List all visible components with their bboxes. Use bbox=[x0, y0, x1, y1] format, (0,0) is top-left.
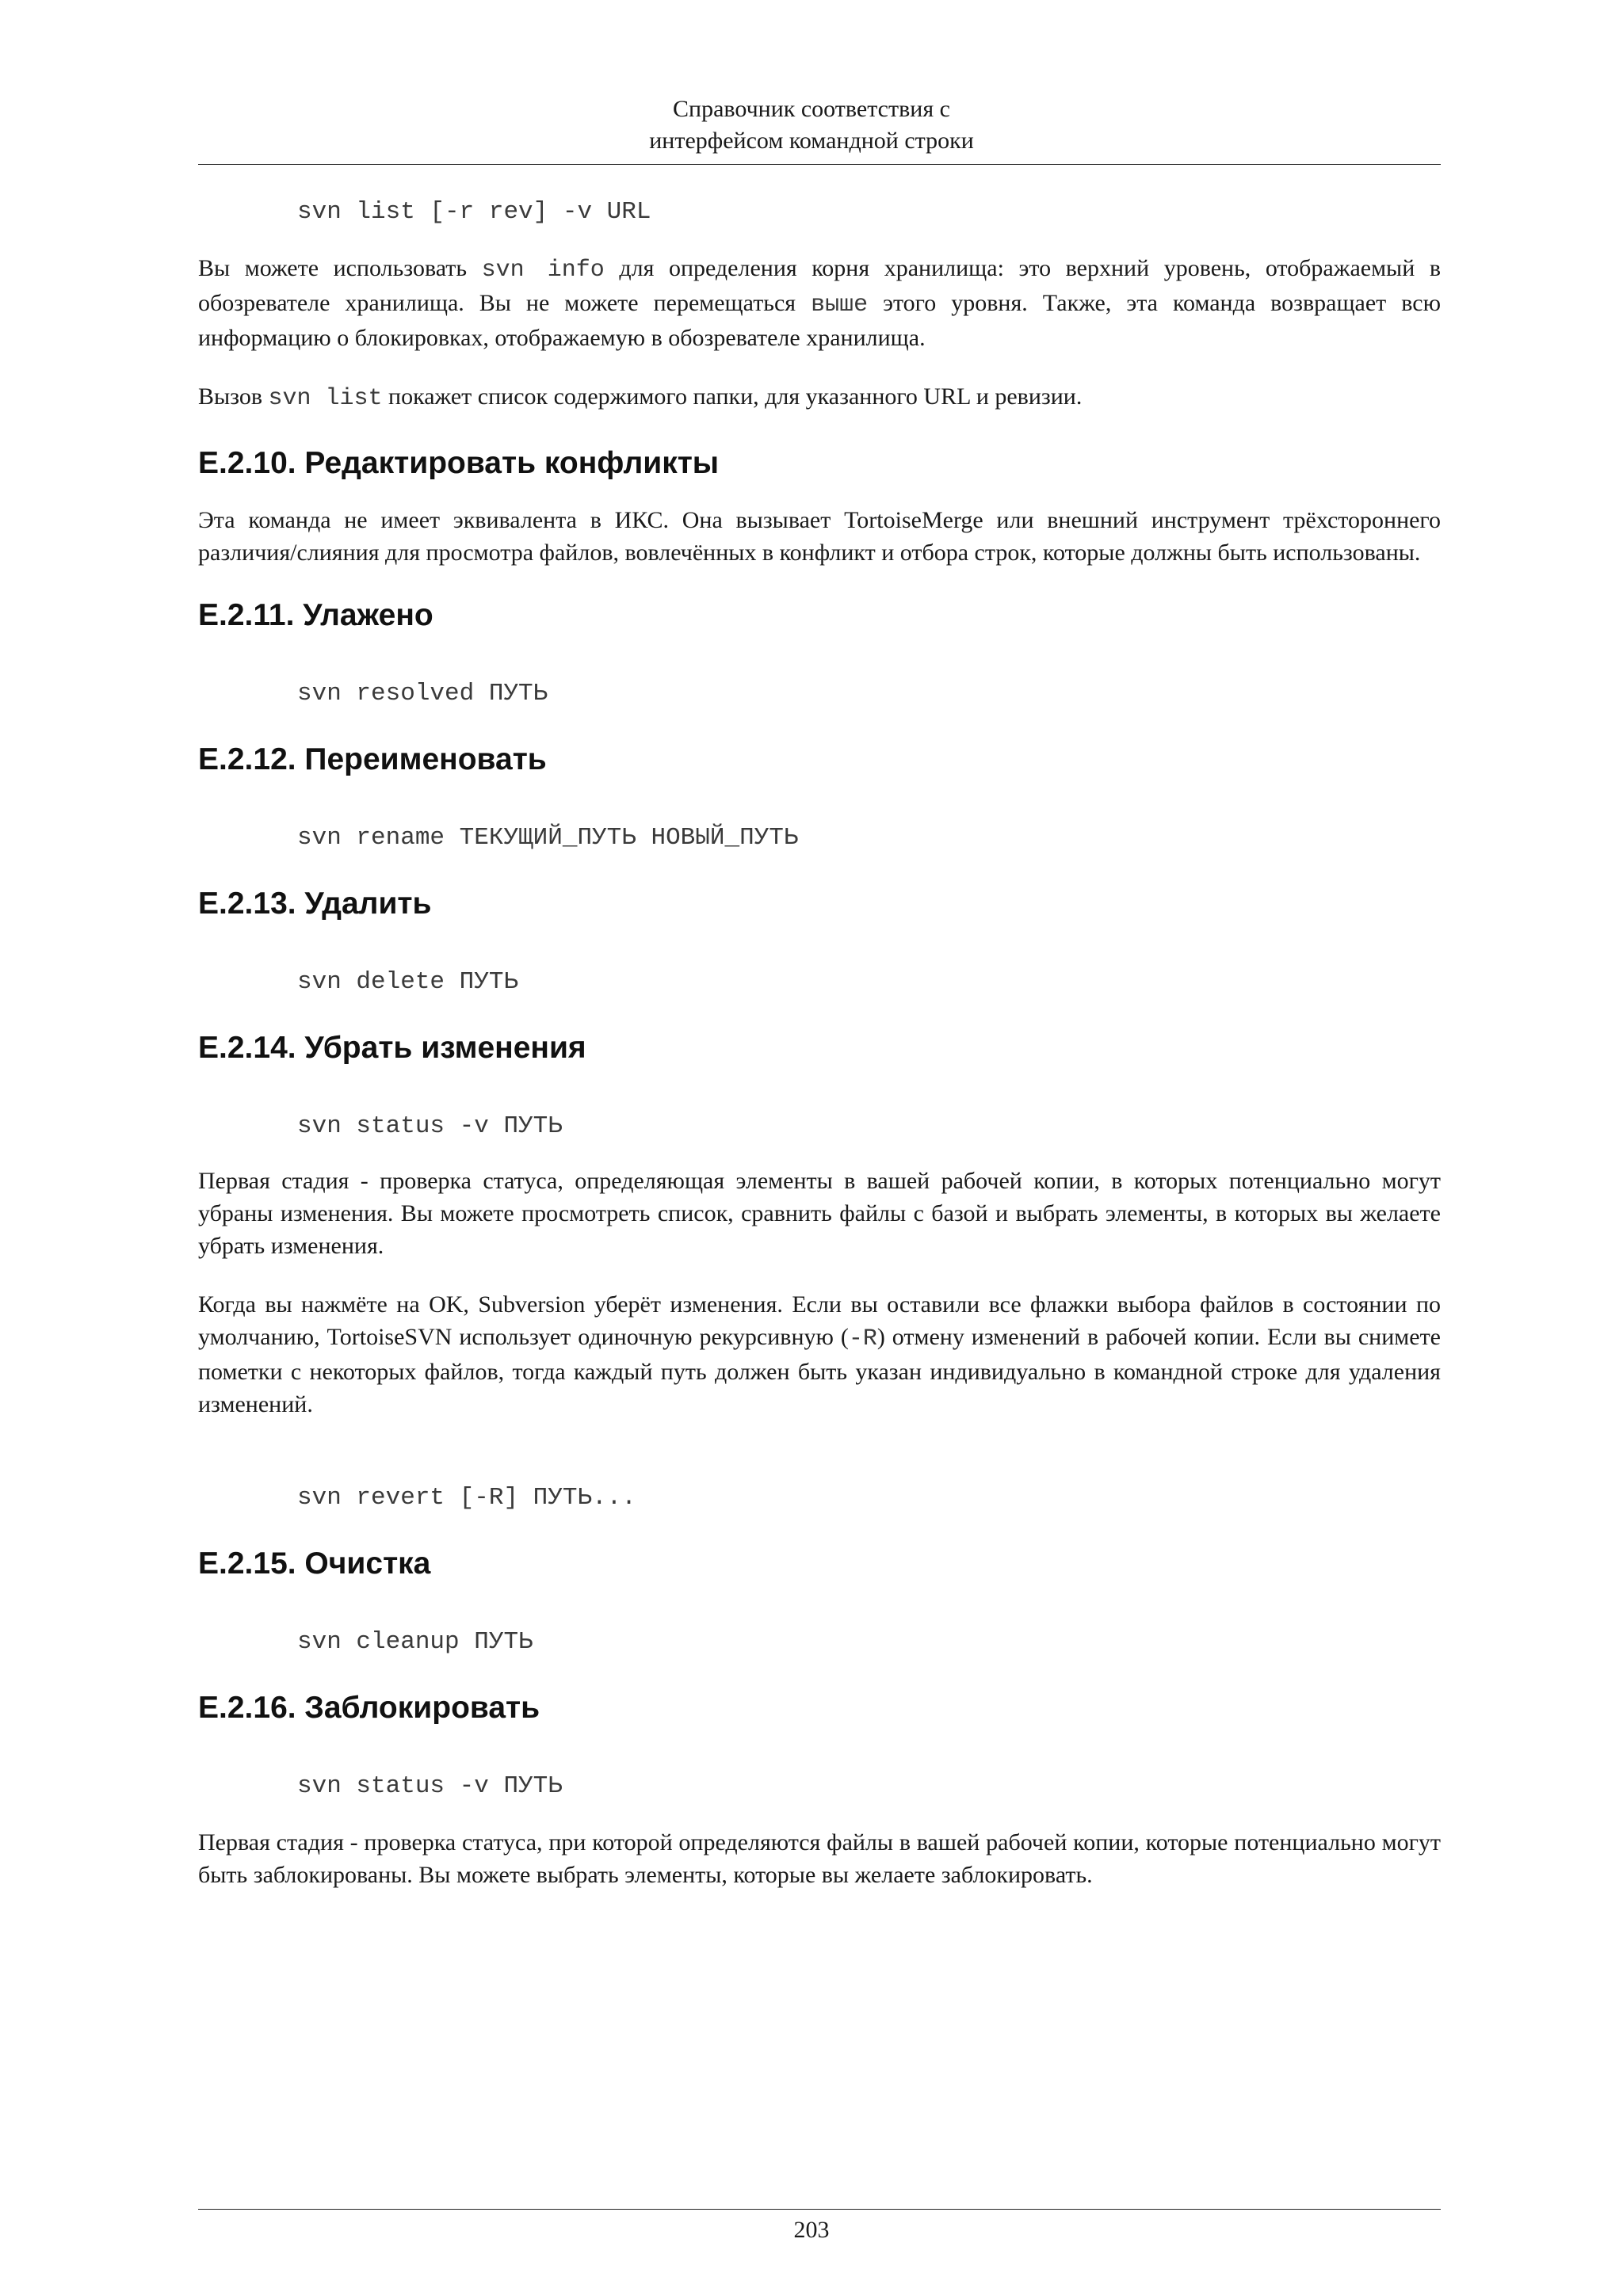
header-rule bbox=[198, 164, 1441, 165]
inline-code-above: выше bbox=[811, 292, 869, 318]
paragraph-svn-list bbox=[198, 380, 1441, 415]
section-heading-e-2-12: E.2.12. Переименовать bbox=[198, 742, 547, 776]
inline-code-svn-list: svn list bbox=[268, 385, 383, 412]
code-svn-resolved: svn resolved ПУТЬ bbox=[297, 680, 548, 707]
code-svn-list: svn list [-r rev] -v URL bbox=[297, 198, 651, 226]
code-svn-cleanup: svn cleanup ПУТЬ bbox=[297, 1628, 533, 1656]
running-header-line-1: Справочник соответствия с bbox=[673, 96, 950, 122]
footer-rule bbox=[198, 2209, 1441, 2210]
code-svn-rename: svn rename ТЕКУЩИЙ_ПУТЬ НОВЫЙ_ПУТЬ bbox=[297, 824, 799, 852]
text-segment: Когда вы нажмёте на OK, Subversion уберёт изменения. Если вы оставили все флажки выбора файлов в состоянии по умолчанию, TortoiseSVN использует одиночную рекурсивную ( bbox=[198, 1291, 1441, 1350]
inline-code-svn-info: svn info bbox=[481, 257, 605, 284]
text-segment: этого уровня. Также, эта команда возвращает всю информацию о блокировках, отображаемую в обозревателе хранилища. bbox=[198, 290, 1441, 351]
section-heading-e-2-15: E.2.15. Очистка bbox=[198, 1547, 431, 1581]
text-segment: Вы можете использовать bbox=[198, 255, 482, 281]
text-segment: ) отмену изменений в рабочей копии. Если вы снимете пометки с некоторых файлов, тогда каждый путь должен быть указан индивидуально в командной строке для удаления изменений. bbox=[198, 1324, 1441, 1417]
code-svn-status-revert: svn status -v ПУТЬ bbox=[297, 1112, 563, 1140]
page-number: 203 bbox=[793, 2217, 830, 2243]
code-svn-revert: svn revert [-R] ПУТЬ... bbox=[297, 1484, 636, 1512]
paragraph-svn-info bbox=[198, 252, 1441, 354]
running-header bbox=[0, 93, 1623, 157]
page-body bbox=[198, 196, 1441, 1891]
section-heading-e-2-10: E.2.10. Редактировать конфликты bbox=[198, 446, 720, 480]
paragraph-revert-ok bbox=[198, 1288, 1441, 1421]
code-svn-delete: svn delete ПУТЬ bbox=[297, 968, 519, 996]
section-heading-e-2-13: E.2.13. Удалить bbox=[198, 887, 432, 921]
paragraph-lock-stage: Первая стадия - проверка статуса, при которой определяются файлы в вашей рабочей копии, которые потенциально могут быть заблокированы. Вы можете выбрать элементы, которые вы желаете заблокировать. bbox=[198, 1829, 1441, 1888]
section-heading-e-2-16: E.2.16. Заблокировать bbox=[198, 1691, 540, 1725]
text-segment: покажет список содержимого папки, для указанного URL и ревизии. bbox=[382, 383, 1083, 410]
section-heading-e-2-11: E.2.11. Улажено bbox=[198, 598, 433, 632]
paragraph-edit-conflicts: Эта команда не имеет эквивалента в ИКС. Она вызывает TortoiseMerge или внешний инструмент трёхстороннего различия/слияния для просмотра файлов, вовлечённых в конфликт и отбора строк, которые должны быть использованы. bbox=[198, 507, 1441, 566]
inline-code-recursive-flag: -R bbox=[848, 1325, 877, 1352]
text-segment: Вызов bbox=[198, 383, 269, 410]
running-header-line-2: интерфейсом командной строки bbox=[649, 128, 974, 154]
section-heading-e-2-14: E.2.14. Убрать изменения bbox=[198, 1031, 586, 1065]
paragraph-revert-stage: Первая стадия - проверка статуса, определяющая элементы в вашей рабочей копии, в которых потенциально могут убраны изменения. Вы можете просмотреть список, сравнить файлы с базой и выбрать элементы, в которых вы желаете убрать изменения. bbox=[198, 1168, 1441, 1259]
code-svn-status-lock: svn status -v ПУТЬ bbox=[297, 1772, 563, 1800]
text-segment: для определения корня хранилища: это верхний уровень, отображаемый в обозревателе хранилища. Вы не можете перемещаться bbox=[198, 255, 1442, 316]
